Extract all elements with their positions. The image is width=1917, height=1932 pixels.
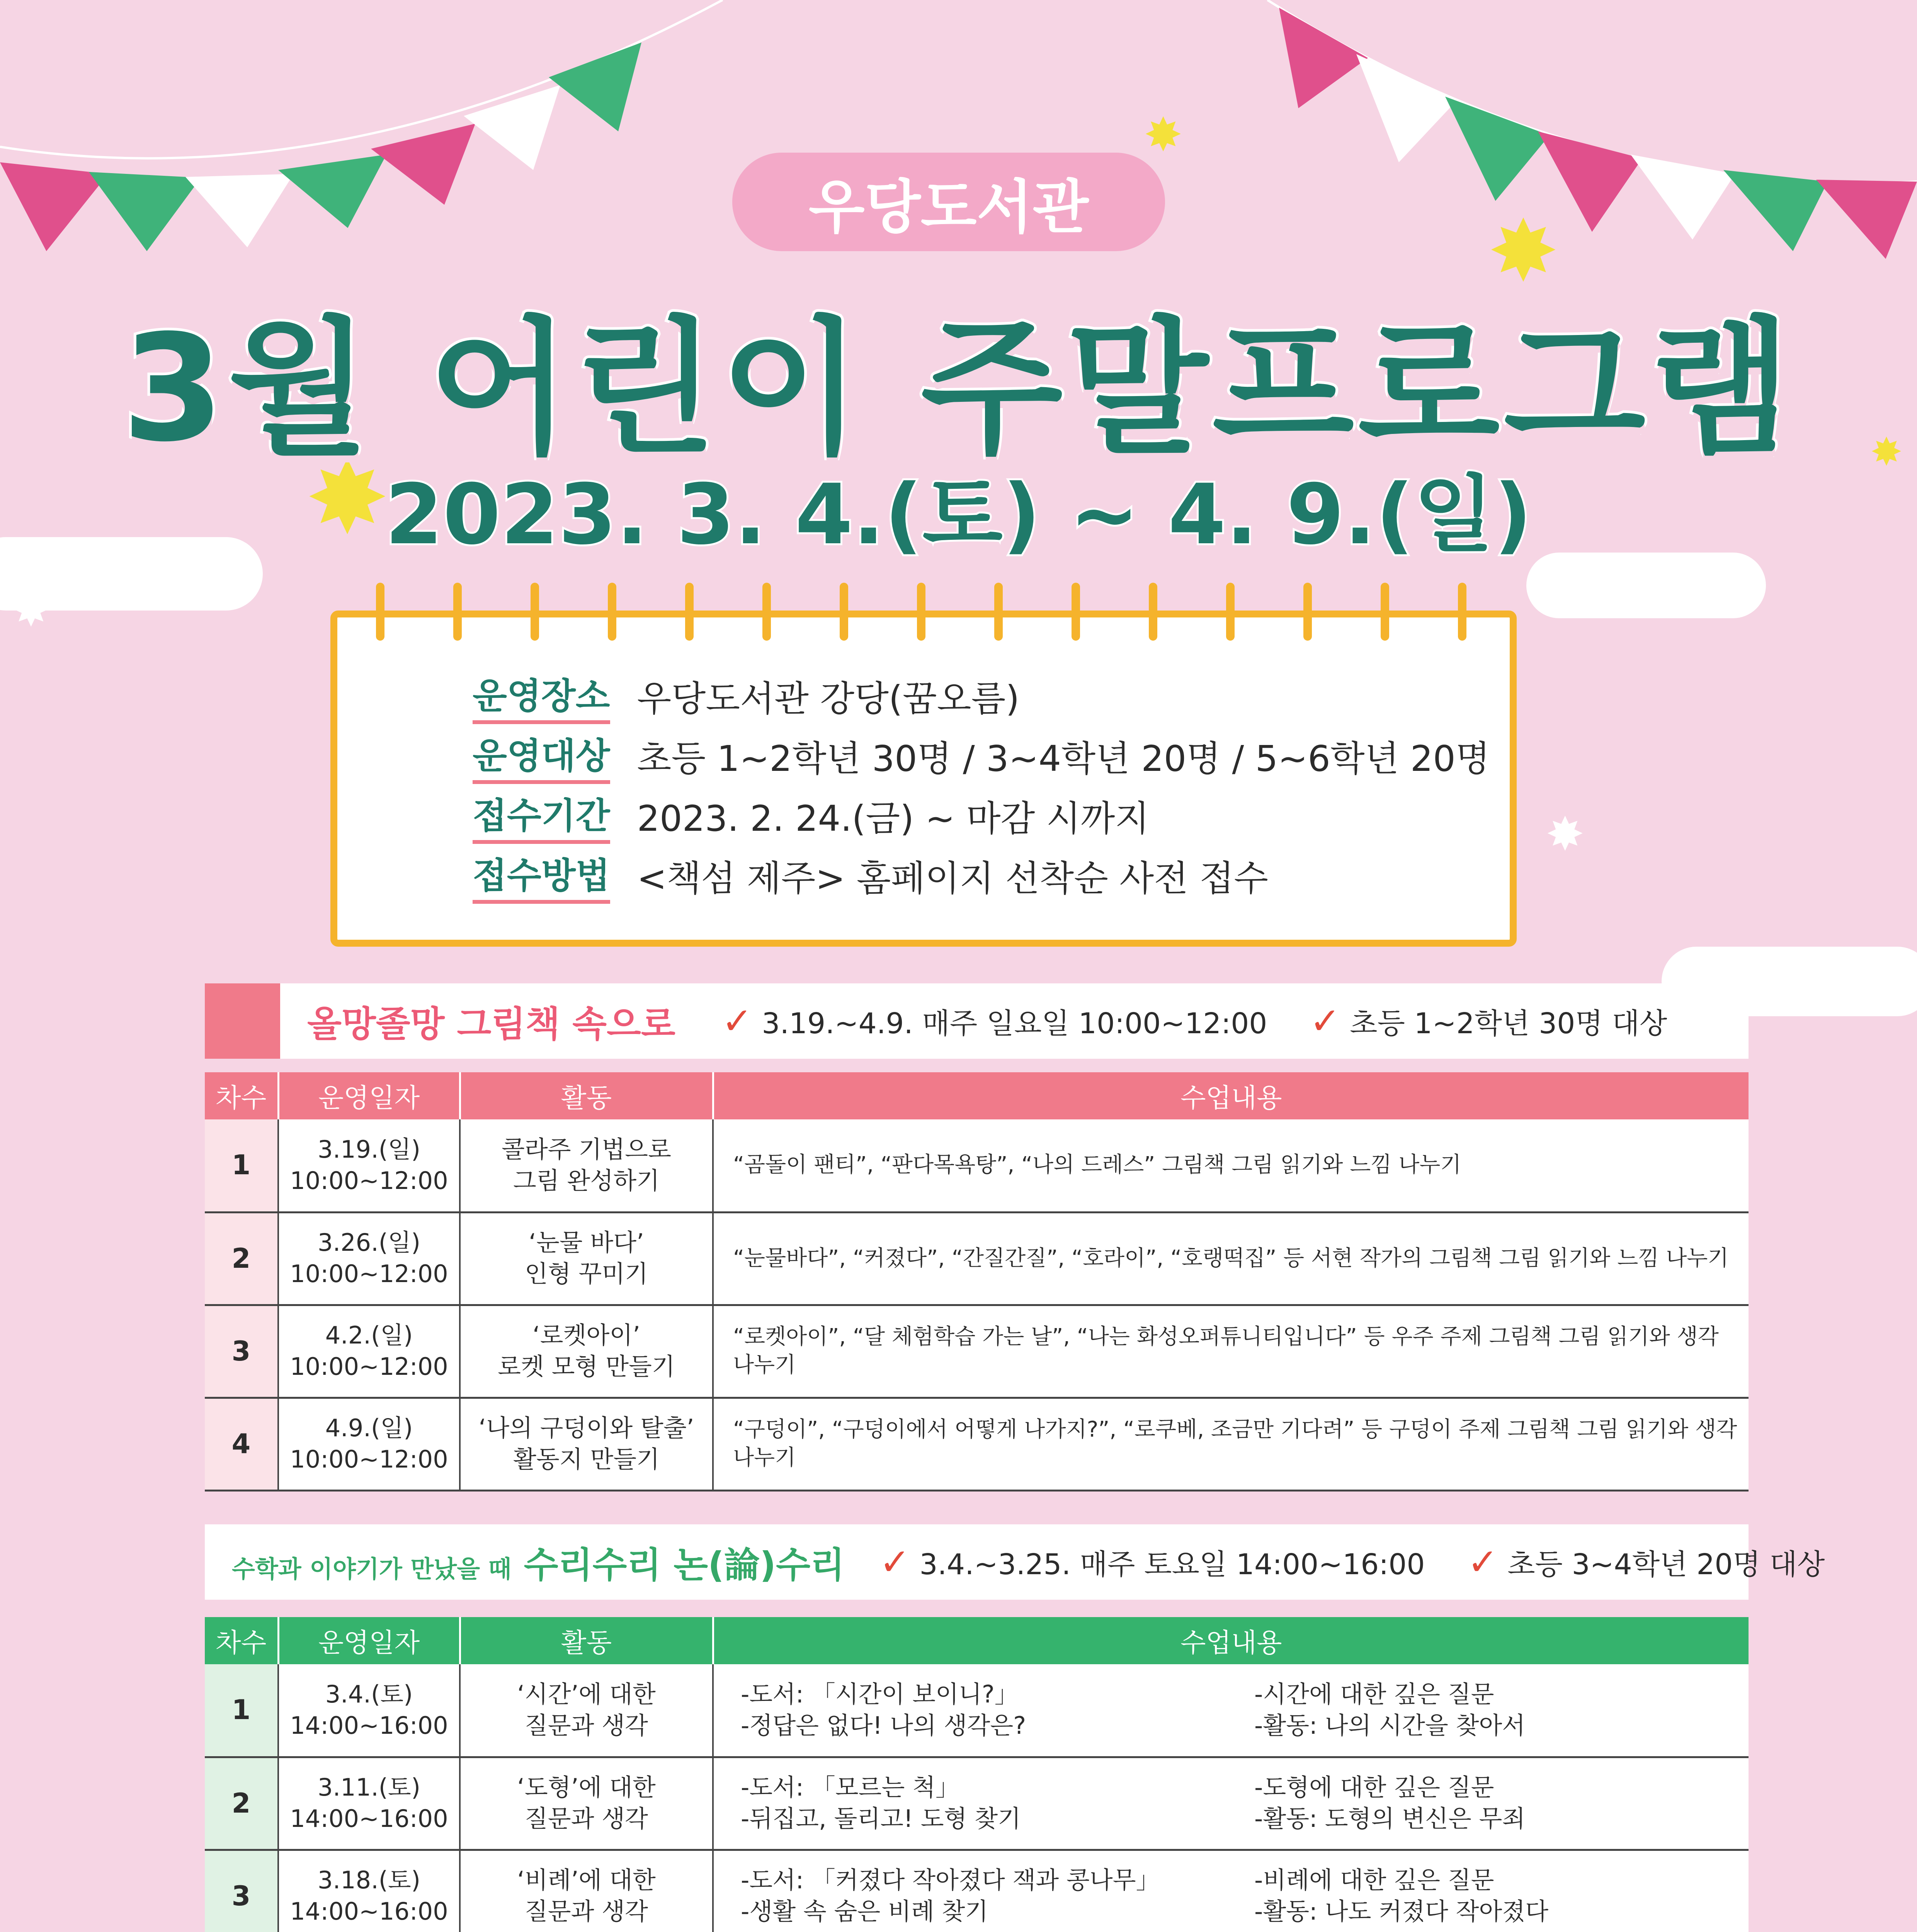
table-row — [205, 1119, 1749, 1212]
info-value: 우당도서관 강당(꿈오름) — [637, 678, 1020, 719]
session-date: 3.4.(토) 14:00~16:00 — [278, 1664, 460, 1757]
page-title: 3월 어린이 주말프로그램 — [122, 303, 1795, 474]
calendar-ring — [1458, 583, 1466, 641]
session-content: -도서: 「모르는 척」 -뒤집고, 돌리고! 도형 찾기 -도형에 대한 깊은 질문 -활동: 도형의 변신은 무죄 — [713, 1757, 1749, 1850]
calendar-ring — [994, 583, 1003, 641]
session-date: 4.2.(일) 10:00~12:00 — [278, 1305, 460, 1398]
section-color-block — [205, 983, 280, 1059]
info-card — [330, 611, 1517, 947]
sparkle-icon: ✸ — [1546, 808, 1585, 861]
session-content: “눈물바다”, “커졌다”, “간질간질”, “호라이”, “호랭떡집” 등 서현 작가의 그림책 그림 읽기와 느낌 나누기 — [713, 1212, 1749, 1305]
session-number: 2 — [205, 1757, 278, 1850]
session-number: 1 — [205, 1119, 278, 1212]
info-key: 운영장소 — [473, 668, 610, 724]
session-number: 4 — [205, 1398, 278, 1490]
section-schedule: ✓ 3.4.~3.25. 매주 토요일 14:00~16:00 — [879, 1541, 1425, 1583]
table-row — [205, 1305, 1749, 1398]
section-1-header — [205, 983, 1749, 1059]
info-value: <책섬 제주> 홈페이지 선착순 사전 접수 — [637, 858, 1268, 899]
program-date-range: 2023. 3. 4.(토) ~ 4. 9.(일) — [385, 466, 1532, 563]
session-content: “구덩이”, “구덩이에서 어떻게 나가지?”, “로쿠베, 조금만 기다려” 등 구덩이 주제 그림책 그림 읽기와 생각 나누기 — [713, 1398, 1749, 1490]
column-header: 수업내용 — [713, 1072, 1749, 1119]
column-header: 차수 — [216, 1628, 267, 1658]
session-content: “로켓아이”, “달 체험학습 가는 날”, “나는 화성오퍼튜니티입니다” 등 우주 주제 그림책 그림 읽기와 생각 나누기 — [713, 1305, 1749, 1398]
column-header: 차수 — [216, 1083, 267, 1114]
session-activity: 콜라주 기법으로 그림 완성하기 — [460, 1119, 713, 1212]
check-icon: ✓ — [879, 1541, 910, 1583]
section-target: ✓ 초등 1~2학년 30명 대상 — [1310, 1000, 1667, 1043]
section-schedule: ✓ 3.19.~4.9. 매주 일요일 10:00~12:00 — [721, 1000, 1267, 1043]
calendar-ring — [1149, 583, 1157, 641]
session-activity: ‘도형’에 대한 질문과 생각 — [460, 1757, 713, 1850]
section-title: 올망졸망 그림책 속으로 — [307, 1003, 675, 1045]
calendar-ring — [531, 583, 539, 641]
calendar-ring — [1303, 583, 1312, 641]
session-date: 3.19.(일) 10:00~12:00 — [278, 1119, 460, 1212]
sparkle-icon: ✸ — [1870, 429, 1903, 474]
info-key: 운영대상 — [473, 728, 610, 784]
check-icon: ✓ — [1467, 1541, 1499, 1583]
calendar-ring — [376, 583, 384, 641]
section-2-table — [205, 1617, 1749, 1932]
check-icon: ✓ — [721, 1000, 753, 1043]
info-row-method — [473, 847, 1268, 904]
info-key: 접수방법 — [473, 847, 610, 904]
section-title: 수학과 이야기가 만났을 때 수리수리 논(論)수리 — [232, 1544, 845, 1586]
session-activity: ‘비례’에 대한 질문과 생각 — [460, 1850, 713, 1932]
sparkle-icon: ✸ — [1144, 108, 1183, 162]
sparkle-icon: ✸ — [12, 583, 51, 637]
table-row — [205, 1757, 1749, 1850]
info-row-target — [473, 728, 1490, 784]
section-1-table — [205, 1072, 1749, 1492]
library-badge: 우당도서관 — [732, 153, 1165, 251]
calendar-ring — [1072, 583, 1080, 641]
column-header: 수업내용 — [713, 1617, 1749, 1664]
table-row — [205, 1212, 1749, 1305]
calendar-ring — [917, 583, 925, 641]
column-header: 운영일자 — [278, 1072, 460, 1119]
session-date: 3.11.(토) 14:00~16:00 — [278, 1757, 460, 1850]
session-date: 3.18.(토) 14:00~16:00 — [278, 1850, 460, 1932]
calendar-ring — [453, 583, 462, 641]
session-content: -도서: 「시간이 보이니?」 -정답은 없다! 나의 생각은? -시간에 대한 깊은 질문 -활동: 나의 시간을 찾아서 — [713, 1664, 1749, 1757]
calendar-ring — [762, 583, 771, 641]
table-row — [205, 1850, 1749, 1932]
session-activity: ‘시간’에 대한 질문과 생각 — [460, 1664, 713, 1757]
session-content: “곰돌이 팬티”, “판다목욕탕”, “나의 드레스” 그림책 그림 읽기와 느낌 나누기 — [713, 1119, 1749, 1212]
column-header: 활동 — [460, 1072, 713, 1119]
info-row-venue — [473, 668, 1019, 724]
info-value: 초등 1~2학년 30명 / 3~4학년 20명 / 5~6학년 20명 — [637, 738, 1490, 779]
session-number: 3 — [205, 1305, 278, 1398]
check-icon: ✓ — [1310, 1000, 1341, 1043]
sun-star-icon: ✸ — [1488, 202, 1559, 301]
calendar-ring — [685, 583, 694, 641]
section-target: ✓ 초등 3~4학년 20명 대상 — [1467, 1541, 1825, 1583]
info-key: 접수기간 — [473, 787, 610, 844]
calendar-ring — [608, 583, 616, 641]
calendar-ring — [1381, 583, 1389, 641]
session-content: -도서: 「커졌다 작아졌다 잭과 콩나무」 -생활 속 숨은 비례 찾기 -비례에 대한 깊은 질문 -활동: 나도 커졌다 작아졌다 — [713, 1850, 1749, 1932]
calendar-ring — [840, 583, 848, 641]
session-activity: ‘나의 구덩이와 탈출’ 활동지 만들기 — [460, 1398, 713, 1490]
info-value: 2023. 2. 24.(금) ~ 마감 시까지 — [637, 798, 1150, 839]
column-header: 활동 — [460, 1617, 713, 1664]
table-row — [205, 1664, 1749, 1757]
sun-star-icon: ✸ — [305, 440, 390, 557]
session-activity: ‘눈물 바다’ 인형 꾸미기 — [460, 1212, 713, 1305]
info-row-period — [473, 787, 1149, 844]
calendar-ring — [1226, 583, 1235, 641]
table-header-row — [205, 1617, 1749, 1664]
session-activity: ‘로켓아이’ 로켓 모형 만들기 — [460, 1305, 713, 1398]
table-header-row — [205, 1072, 1749, 1119]
table-row — [205, 1398, 1749, 1490]
session-number: 1 — [205, 1664, 278, 1757]
column-header: 운영일자 — [278, 1617, 460, 1664]
section-2-header — [205, 1524, 1825, 1600]
session-date: 3.26.(일) 10:00~12:00 — [278, 1212, 460, 1305]
session-number: 2 — [205, 1212, 278, 1305]
session-number: 3 — [205, 1850, 278, 1932]
session-date: 4.9.(일) 10:00~12:00 — [278, 1398, 460, 1490]
